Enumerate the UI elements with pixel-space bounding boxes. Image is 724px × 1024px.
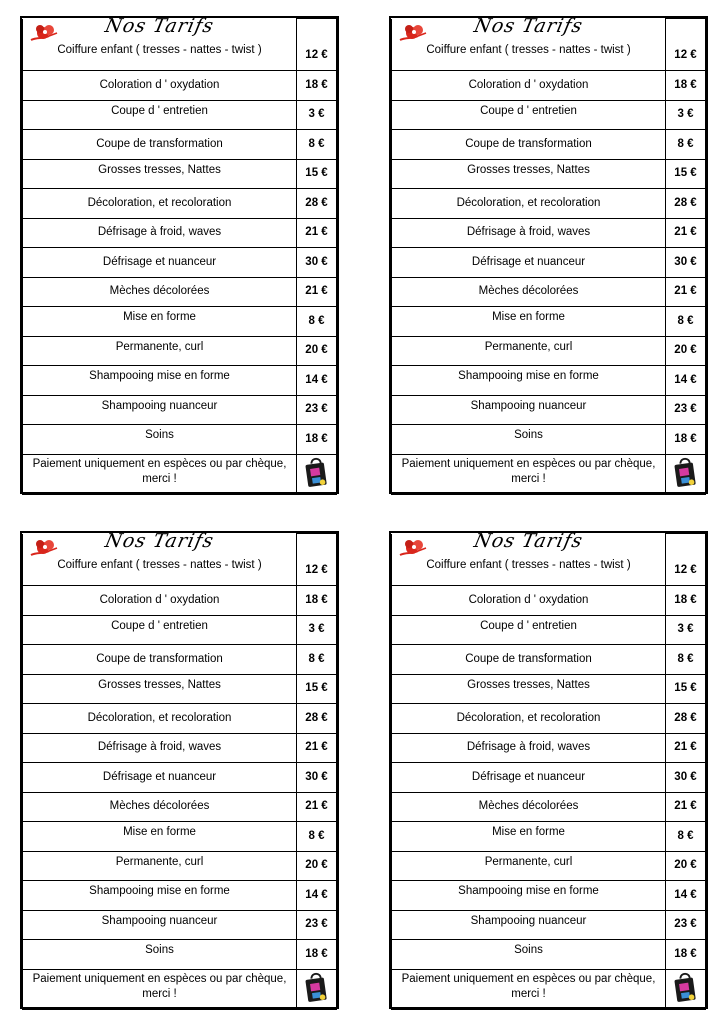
- price-table: [391, 14, 706, 495]
- service-price: 20 €: [666, 851, 706, 881]
- service-name: Permanente, curl: [392, 851, 666, 881]
- service-name: Défrisage à froid, waves: [23, 218, 297, 248]
- service-price: 23 €: [666, 910, 706, 940]
- service-row: [392, 851, 706, 881]
- service-row: [23, 189, 337, 219]
- service-row: [23, 704, 337, 734]
- service-name: Coiffure enfant ( tresses - nattes - twist ): [57, 558, 262, 571]
- service-name: Défrisage à froid, waves: [392, 218, 666, 248]
- service-name: Coupe de transformation: [23, 645, 297, 675]
- price-card-4: [389, 531, 708, 1009]
- service-row: [23, 307, 337, 337]
- service-row: [23, 425, 337, 455]
- service-row: [23, 71, 337, 101]
- card-title: Nos Tarifs: [472, 529, 586, 552]
- service-name: Décoloration, et recoloration: [23, 189, 297, 219]
- service-price: 28 €: [297, 704, 337, 734]
- service-row: [392, 645, 706, 675]
- service-row: [392, 534, 706, 586]
- service-row: [23, 159, 337, 189]
- service-name: Mèches décolorées: [392, 277, 666, 307]
- service-price: 30 €: [666, 248, 706, 278]
- service-price: 8 €: [666, 645, 706, 675]
- service-row: [23, 336, 337, 366]
- service-name: Grosses tresses, Nattes: [23, 159, 297, 189]
- service-price: 8 €: [297, 645, 337, 675]
- service-name: Coupe d ' entretien: [23, 615, 297, 645]
- service-row: [392, 277, 706, 307]
- service-name: Soins: [23, 425, 297, 455]
- service-row: [23, 19, 337, 71]
- service-name: Coloration d ' oxydation: [392, 71, 666, 101]
- price-table: [391, 529, 706, 1010]
- service-row: [392, 366, 706, 396]
- payment-note: Paiement uniquement en espèces ou par chèque, merci !: [23, 454, 297, 494]
- service-name: Coloration d ' oxydation: [23, 71, 297, 101]
- service-name: Grosses tresses, Nattes: [392, 674, 666, 704]
- service-row: [23, 851, 337, 881]
- service-price: 28 €: [297, 189, 337, 219]
- service-name: Mèches décolorées: [23, 792, 297, 822]
- service-price: 15 €: [297, 674, 337, 704]
- service-name: Shampooing mise en forme: [392, 366, 666, 396]
- service-row: [392, 763, 706, 793]
- payment-note: Paiement uniquement en espèces ou par chèque, merci !: [23, 969, 297, 1009]
- service-name: Shampooing nuanceur: [23, 910, 297, 940]
- payment-row: [23, 454, 337, 494]
- service-price: 18 €: [666, 425, 706, 455]
- card-title: Nos Tarifs: [103, 529, 217, 552]
- service-row: [23, 792, 337, 822]
- service-name: Shampooing mise en forme: [23, 881, 297, 911]
- service-name: Mise en forme: [392, 822, 666, 852]
- service-name: Coupe d ' entretien: [392, 100, 666, 130]
- service-price: 18 €: [297, 71, 337, 101]
- service-name: Défrisage et nuanceur: [23, 248, 297, 278]
- service-price: 21 €: [297, 733, 337, 763]
- price-table: [22, 529, 337, 1010]
- service-name: Coupe d ' entretien: [23, 100, 297, 130]
- service-name: Décoloration, et recoloration: [392, 704, 666, 734]
- service-price: 18 €: [666, 940, 706, 970]
- service-row: [392, 189, 706, 219]
- service-price: 3 €: [666, 615, 706, 645]
- service-name: Soins: [392, 940, 666, 970]
- title-cell: [392, 14, 666, 71]
- handbag-icon: [666, 969, 706, 1009]
- price-card-2: [389, 16, 708, 494]
- title-cell: [23, 529, 297, 586]
- service-name: Soins: [23, 940, 297, 970]
- service-row: [392, 792, 706, 822]
- service-row: [392, 425, 706, 455]
- service-row: [23, 277, 337, 307]
- service-price: 28 €: [666, 704, 706, 734]
- service-row: [23, 733, 337, 763]
- service-price: 18 €: [297, 586, 337, 616]
- service-row: [392, 674, 706, 704]
- service-name: Mèches décolorées: [392, 792, 666, 822]
- service-row: [392, 940, 706, 970]
- service-row: [23, 100, 337, 130]
- service-name: Coloration d ' oxydation: [392, 586, 666, 616]
- service-price: 18 €: [297, 940, 337, 970]
- service-name: Coiffure enfant ( tresses - nattes - twist ): [426, 558, 631, 571]
- service-price: 23 €: [666, 395, 706, 425]
- service-row: [23, 645, 337, 675]
- service-row: [23, 763, 337, 793]
- price-card-1: [20, 16, 339, 494]
- service-price: 8 €: [297, 822, 337, 852]
- service-price: 14 €: [297, 366, 337, 396]
- service-name: Permanente, curl: [23, 851, 297, 881]
- service-name: Coupe de transformation: [392, 130, 666, 160]
- service-row: [23, 248, 337, 278]
- service-price: 30 €: [297, 763, 337, 793]
- service-name: Coupe de transformation: [23, 130, 297, 160]
- service-row: [392, 395, 706, 425]
- service-price: 8 €: [666, 130, 706, 160]
- service-row: [392, 218, 706, 248]
- service-name: Coupe de transformation: [392, 645, 666, 675]
- service-row: [392, 910, 706, 940]
- service-row: [392, 19, 706, 71]
- card-title: Nos Tarifs: [472, 14, 586, 37]
- service-name: Shampooing nuanceur: [392, 395, 666, 425]
- service-price: 20 €: [297, 336, 337, 366]
- service-price: 20 €: [666, 336, 706, 366]
- service-name: Shampooing mise en forme: [23, 366, 297, 396]
- service-price: 21 €: [666, 218, 706, 248]
- service-name: Défrisage et nuanceur: [392, 763, 666, 793]
- service-row: [23, 534, 337, 586]
- service-price: 12 €: [297, 534, 337, 586]
- service-name: Défrisage et nuanceur: [392, 248, 666, 278]
- service-price: 3 €: [297, 615, 337, 645]
- payment-row: [23, 969, 337, 1009]
- service-price: 28 €: [666, 189, 706, 219]
- service-name: Shampooing mise en forme: [392, 881, 666, 911]
- service-price: 23 €: [297, 395, 337, 425]
- service-name: Décoloration, et recoloration: [392, 189, 666, 219]
- service-price: 12 €: [297, 19, 337, 71]
- service-price: 21 €: [297, 277, 337, 307]
- service-name: Mèches décolorées: [23, 277, 297, 307]
- service-row: [392, 586, 706, 616]
- service-row: [23, 822, 337, 852]
- service-price: 30 €: [666, 763, 706, 793]
- service-row: [392, 159, 706, 189]
- service-name: Coiffure enfant ( tresses - nattes - twist ): [426, 43, 631, 56]
- service-name: Coiffure enfant ( tresses - nattes - twist ): [57, 43, 262, 56]
- service-row: [23, 615, 337, 645]
- price-table: [22, 14, 337, 495]
- service-price: 15 €: [666, 159, 706, 189]
- service-name: Défrisage à froid, waves: [23, 733, 297, 763]
- service-name: Grosses tresses, Nattes: [392, 159, 666, 189]
- service-row: [392, 100, 706, 130]
- service-row: [23, 940, 337, 970]
- service-row: [23, 366, 337, 396]
- payment-note: Paiement uniquement en espèces ou par chèque, merci !: [392, 969, 666, 1009]
- service-name: Grosses tresses, Nattes: [23, 674, 297, 704]
- card-title: Nos Tarifs: [103, 14, 217, 37]
- service-name: Mise en forme: [392, 307, 666, 337]
- service-price: 18 €: [666, 586, 706, 616]
- service-price: 18 €: [666, 71, 706, 101]
- service-price: 3 €: [297, 100, 337, 130]
- service-price: 30 €: [297, 248, 337, 278]
- service-price: 8 €: [297, 307, 337, 337]
- price-card-3: [20, 531, 339, 1009]
- service-price: 21 €: [666, 277, 706, 307]
- service-row: [23, 881, 337, 911]
- service-price: 20 €: [297, 851, 337, 881]
- service-row: [392, 71, 706, 101]
- payment-note: Paiement uniquement en espèces ou par chèque, merci !: [392, 454, 666, 494]
- service-name: Décoloration, et recoloration: [23, 704, 297, 734]
- service-price: 12 €: [666, 534, 706, 586]
- title-cell: [23, 14, 297, 71]
- service-price: 15 €: [666, 674, 706, 704]
- service-name: Mise en forme: [23, 822, 297, 852]
- service-row: [392, 248, 706, 278]
- service-price: 21 €: [666, 733, 706, 763]
- service-price: 21 €: [297, 792, 337, 822]
- service-price: 15 €: [297, 159, 337, 189]
- service-name: Coupe d ' entretien: [392, 615, 666, 645]
- service-row: [23, 910, 337, 940]
- service-name: Permanente, curl: [23, 336, 297, 366]
- payment-row: [392, 454, 706, 494]
- service-price: 8 €: [297, 130, 337, 160]
- service-row: [392, 733, 706, 763]
- service-row: [392, 615, 706, 645]
- service-row: [392, 336, 706, 366]
- service-row: [23, 130, 337, 160]
- service-row: [392, 130, 706, 160]
- service-name: Shampooing nuanceur: [392, 910, 666, 940]
- service-price: 21 €: [666, 792, 706, 822]
- service-name: Coloration d ' oxydation: [23, 586, 297, 616]
- service-name: Défrisage et nuanceur: [23, 763, 297, 793]
- service-row: [392, 822, 706, 852]
- service-price: 18 €: [297, 425, 337, 455]
- service-row: [392, 307, 706, 337]
- service-row: [392, 881, 706, 911]
- service-row: [23, 674, 337, 704]
- service-name: Défrisage à froid, waves: [392, 733, 666, 763]
- service-name: Permanente, curl: [392, 336, 666, 366]
- service-name: Shampooing nuanceur: [23, 395, 297, 425]
- service-row: [23, 218, 337, 248]
- service-price: 14 €: [666, 881, 706, 911]
- service-name: Soins: [392, 425, 666, 455]
- service-row: [392, 704, 706, 734]
- title-cell: [392, 529, 666, 586]
- service-price: 8 €: [666, 307, 706, 337]
- service-price: 21 €: [297, 218, 337, 248]
- handbag-icon: [666, 454, 706, 494]
- service-price: 23 €: [297, 910, 337, 940]
- service-name: Mise en forme: [23, 307, 297, 337]
- service-price: 14 €: [297, 881, 337, 911]
- handbag-icon: [297, 969, 337, 1009]
- service-price: 8 €: [666, 822, 706, 852]
- payment-row: [392, 969, 706, 1009]
- handbag-icon: [297, 454, 337, 494]
- service-price: 14 €: [666, 366, 706, 396]
- service-price: 3 €: [666, 100, 706, 130]
- service-row: [23, 395, 337, 425]
- service-row: [23, 586, 337, 616]
- service-price: 12 €: [666, 19, 706, 71]
